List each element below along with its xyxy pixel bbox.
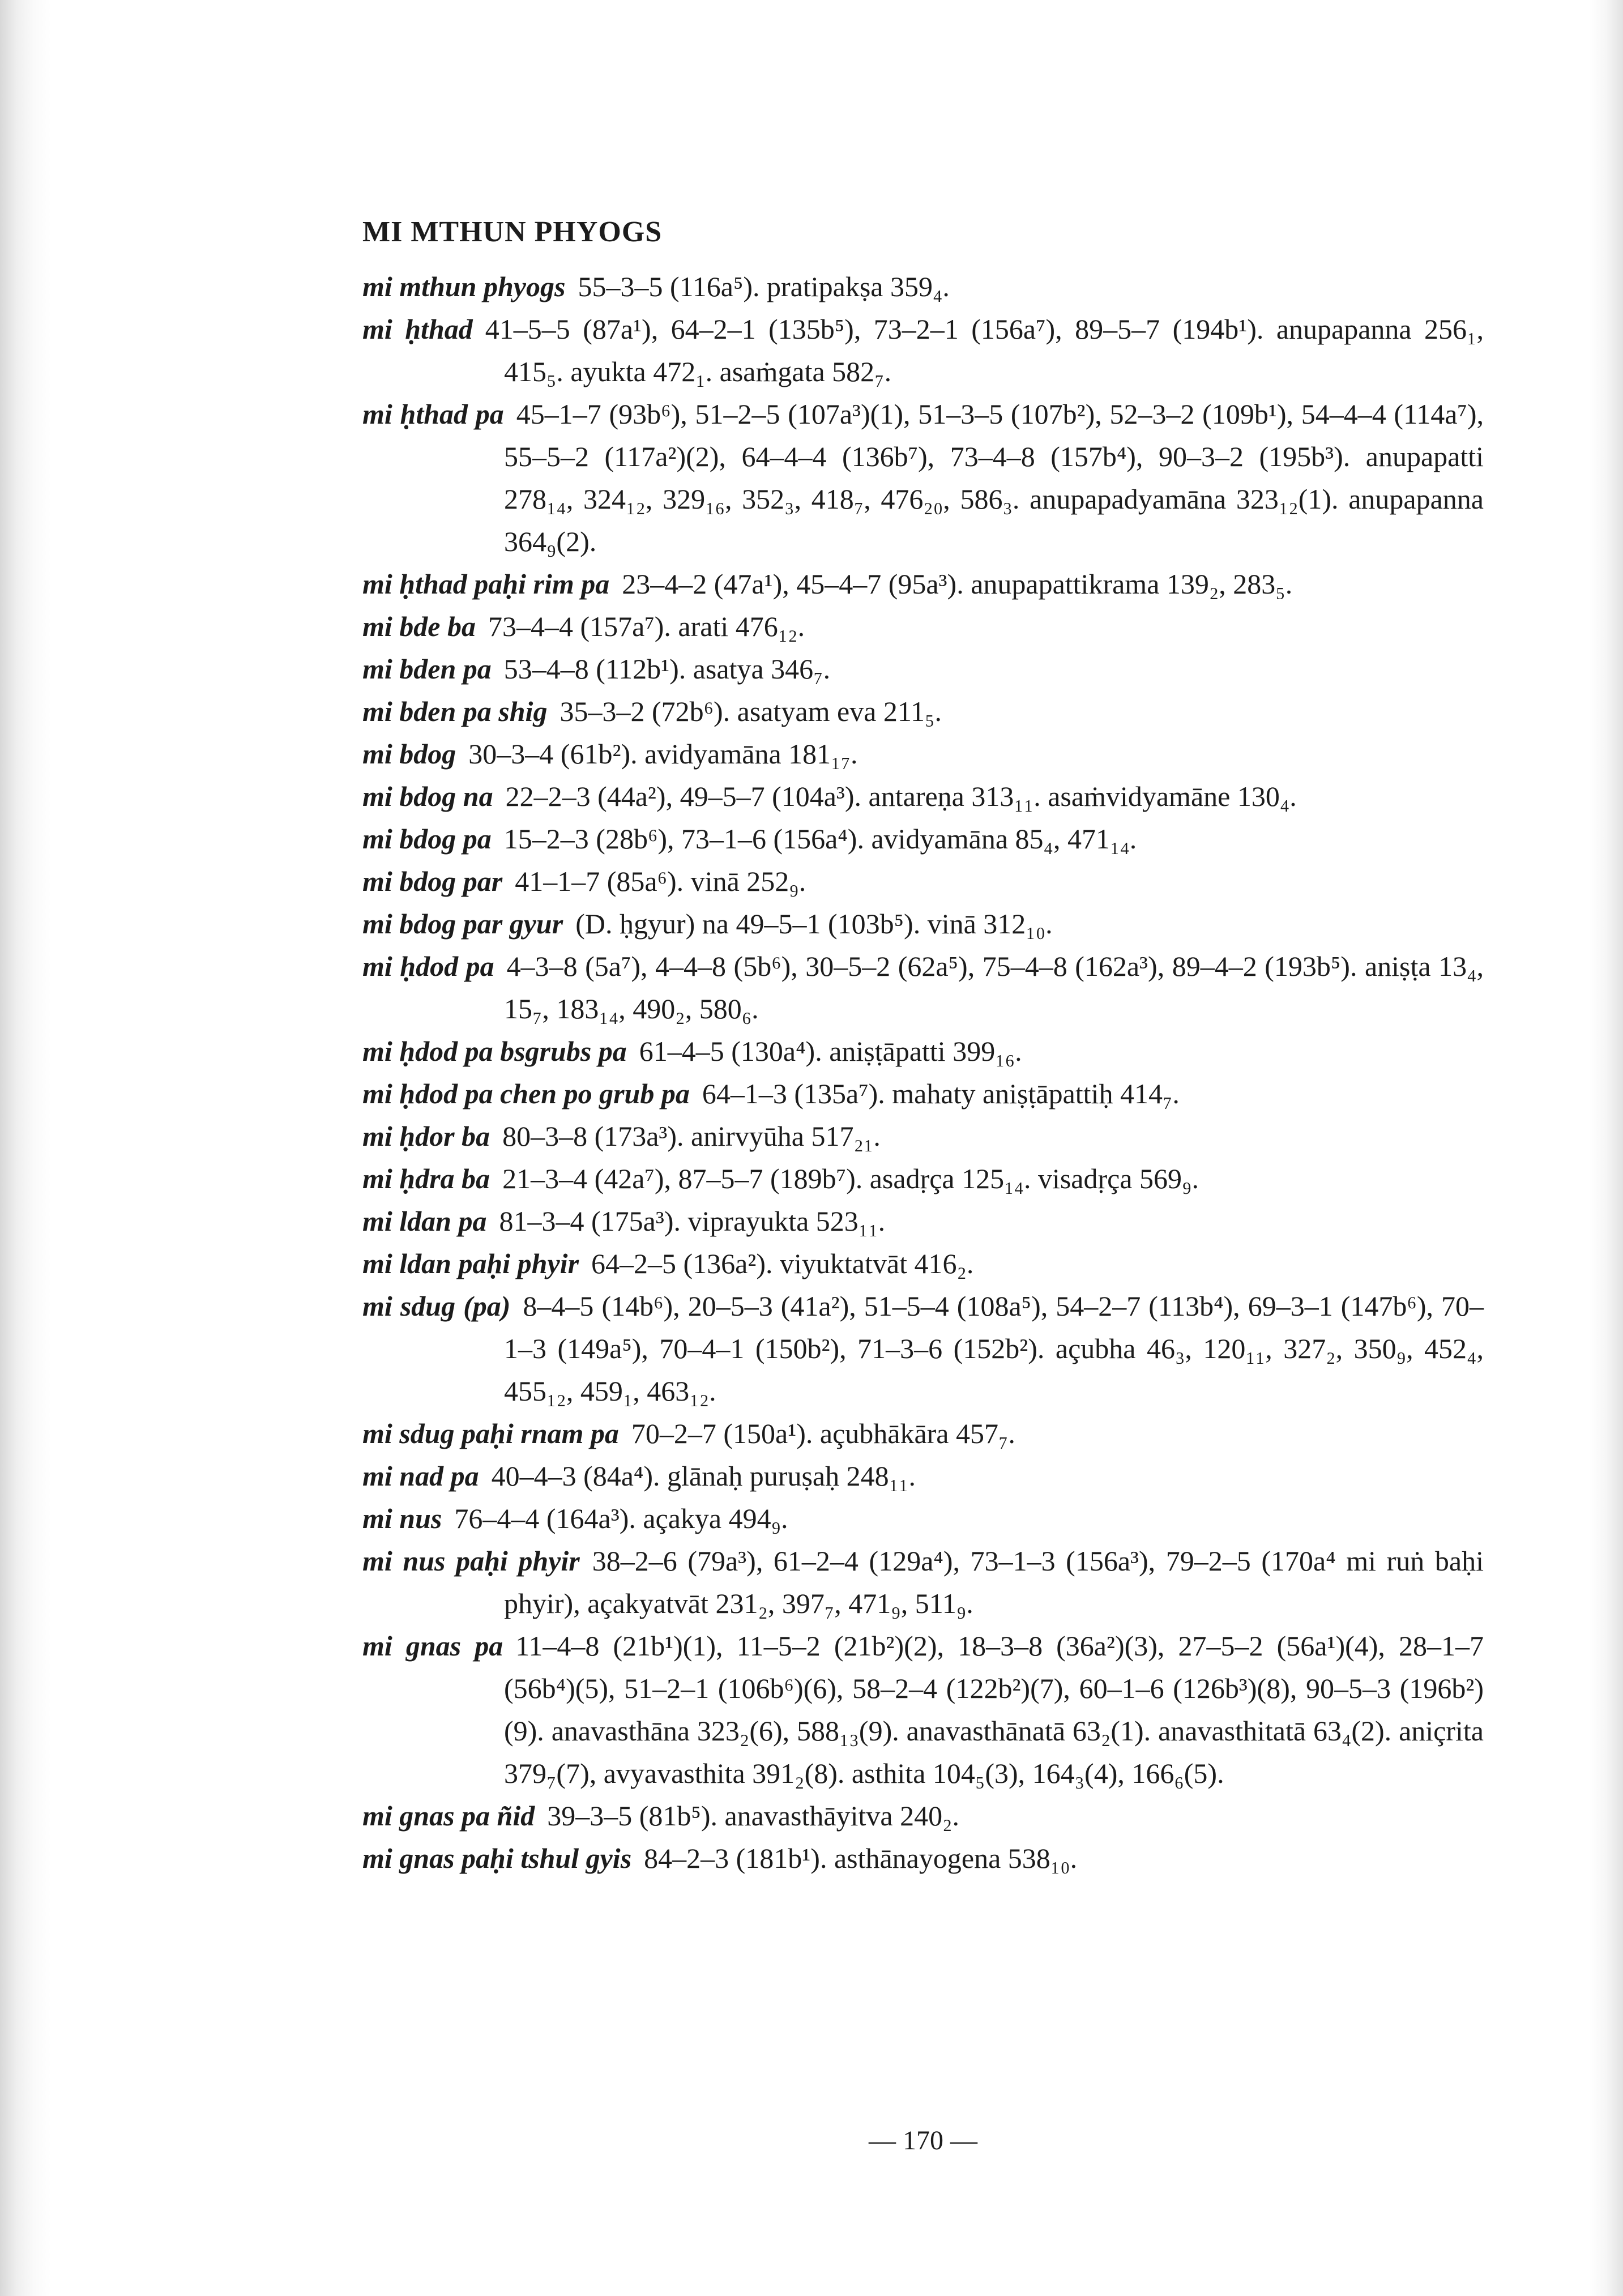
dictionary-entry	[362, 563, 1484, 605]
dictionary-page	[362, 215, 1484, 1880]
dictionary-entry	[362, 1158, 1484, 1200]
dictionary-entry	[362, 1285, 1484, 1412]
entry-headword: mi nus paḥi phyir	[362, 1545, 580, 1577]
entry-headword: mi sdug paḥi rnam pa	[362, 1418, 619, 1449]
entry-headword: mi gnas paḥi tshul gyis	[362, 1842, 632, 1874]
dictionary-entry	[362, 733, 1484, 775]
dictionary-entry	[362, 1625, 1484, 1795]
entry-references: 70–2–7 (150a¹). açubhākāra 457₇.	[631, 1418, 1015, 1449]
entry-references: 73–4–4 (157a⁷). arati 476₁₂.	[488, 611, 805, 642]
entry-headword: mi ldan pa	[362, 1205, 487, 1237]
dictionary-entry	[362, 1497, 1484, 1540]
entry-headword: mi bde ba	[362, 611, 476, 642]
entry-references: 55–3–5 (116a⁵). pratipakṣa 359₄.	[578, 271, 950, 302]
entry-headword: mi bdog par gyur	[362, 908, 563, 940]
entry-list	[362, 266, 1484, 1880]
entry-headword: mi ḥthad pa	[362, 398, 504, 430]
entry-headword: mi ḥdod pa chen po grub pa	[362, 1078, 690, 1109]
entry-references: 45–1–7 (93b⁶), 51–2–5 (107a³)(1), 51–3–5 (107b²), 52–3–2 (109b¹), 54–4–4 (114a⁷), 55–5–2 (117a²)(2), 64–4–4 (136b⁷), 73–4–8 (157b⁴), 90–3–2 (195b³). anupapatti 278₁₄, 324₁₂, 329₁₆, 352₃, 418₇, 476₂₀, 586₃. anupapadyamāna 323₁₂(1). anupapanna 364₉(2).	[504, 398, 1484, 557]
entry-references: 40–4–3 (84a⁴). glānaḥ puruṣaḥ 248₁₁.	[491, 1460, 916, 1492]
entry-headword: mi ḥdod pa bsgrubs pa	[362, 1035, 627, 1067]
page-number: — 170 —	[869, 2126, 977, 2156]
entry-references: 23–4–2 (47a¹), 45–4–7 (95a³). anupapattikrama 139₂, 283₅.	[622, 568, 1293, 600]
dictionary-entry	[362, 1073, 1484, 1115]
entry-headword: mi ḥthad paḥi rim pa	[362, 568, 610, 600]
entry-headword: mi bdog	[362, 738, 456, 770]
entry-headword: mi bden pa	[362, 653, 492, 685]
entry-references: 61–4–5 (130a⁴). aniṣṭāpatti 399₁₆.	[639, 1035, 1022, 1067]
entry-references: 64–1–3 (135a⁷). mahaty aniṣṭāpattiḥ 414₇.	[702, 1078, 1180, 1109]
entry-references: 22–2–3 (44a²), 49–5–7 (104a³). antareṇa 313₁₁. asaṁvidyamāne 130₄.	[505, 780, 1297, 812]
entry-headword: mi bdog par	[362, 865, 503, 897]
entry-headword: mi ḥdor ba	[362, 1120, 490, 1152]
dictionary-entry	[362, 860, 1484, 903]
entry-headword: mi bdog na	[362, 780, 493, 812]
entry-headword: mi ḥthad	[362, 313, 473, 345]
entry-references: 15–2–3 (28b⁶), 73–1–6 (156a⁴). avidyamāna 85₄, 471₁₄.	[503, 823, 1137, 855]
entry-headword: mi sdug (pa)	[362, 1290, 511, 1322]
entry-references: 35–3–2 (72b⁶). asatyam eva 211₅.	[559, 695, 942, 727]
entry-headword: mi bdog pa	[362, 823, 492, 855]
entry-references: 84–2–3 (181b¹). asthānayogena 538₁₀.	[644, 1842, 1078, 1874]
dictionary-entry	[362, 775, 1484, 818]
dictionary-entry	[362, 903, 1484, 945]
running-head: MI MTHUN PHYOGS	[362, 216, 663, 248]
entry-references: 53–4–8 (112b¹). asatya 346₇.	[503, 653, 831, 685]
entry-references: 4–3–8 (5a⁷), 4–4–8 (5b⁶), 30–5–2 (62a⁵), 75–4–8 (162a³), 89–4–2 (193b⁵). aniṣṭa 13₄, 15₇, 183₁₄, 490₂, 580₆.	[504, 950, 1484, 1025]
entry-headword: mi ḥdra ba	[362, 1163, 490, 1194]
dictionary-entry	[362, 648, 1484, 690]
entry-references: 11–4–8 (21b¹)(1), 11–5–2 (21b²)(2), 18–3–8 (36a²)(3), 27–5–2 (56a¹)(4), 28–1–7 (56b⁴)(5), 51–2–1 (106b⁶)(6), 58–2–4 (122b²)(7), 60–1–6 (126b³)(8), 90–5–3 (196b²)(9). anavasthāna 323₂(6), 588₁₃(9). anavasthānatā 63₂(1). anavasthitatā 63₄(2). aniçrita 379₇(7), avyavasthita 391₂(8). asthita 104₅(3), 164₃(4), 166₆(5).	[504, 1630, 1484, 1789]
dictionary-entry	[362, 605, 1484, 648]
dictionary-entry	[362, 1412, 1484, 1455]
entry-headword: mi nus	[362, 1503, 442, 1534]
dictionary-entry	[362, 818, 1484, 860]
scan-edge-left	[0, 0, 51, 2296]
entry-headword: mi gnas pa ñid	[362, 1800, 535, 1832]
dictionary-entry	[362, 393, 1484, 563]
entry-headword: mi ḥdod pa	[362, 950, 494, 982]
entry-references: 41–5–5 (87a¹), 64–2–1 (135b⁵), 73–2–1 (156a⁷), 89–5–7 (194b¹). anupapanna 256₁, 415₅. ayukta 472₁. asaṁgata 582₇.	[485, 313, 1484, 387]
dictionary-entry	[362, 1540, 1484, 1625]
entry-references: 81–3–4 (175a³). viprayukta 523₁₁.	[499, 1205, 886, 1237]
entry-headword: mi nad pa	[362, 1460, 479, 1492]
entry-references: 30–3–4 (61b²). avidyamāna 181₁₇.	[468, 738, 858, 770]
entry-references: (D. ḥgyur) na 49–5–1 (103b⁵). vinā 312₁₀.	[575, 908, 1053, 940]
entry-references: 76–4–4 (164a³). açakya 494₉.	[454, 1503, 788, 1534]
entry-references: 64–2–5 (136a²). viyuktatvāt 416₂.	[591, 1248, 974, 1279]
entry-headword: mi ldan paḥi phyir	[362, 1248, 579, 1279]
entry-references: 21–3–4 (42a⁷), 87–5–7 (189b⁷). asadṛça 125₁₄. visadṛça 569₉.	[502, 1163, 1199, 1194]
entry-references: 41–1–7 (85a⁶). vinā 252₉.	[515, 865, 806, 897]
entry-references: 39–3–5 (81b⁵). anavasthāyitva 240₂.	[547, 1800, 960, 1832]
entry-headword: mi bden pa shig	[362, 695, 548, 727]
entry-headword: mi gnas pa	[362, 1630, 503, 1662]
dictionary-entry	[362, 945, 1484, 1030]
dictionary-entry	[362, 1795, 1484, 1837]
dictionary-entry	[362, 1200, 1484, 1243]
dictionary-entry	[362, 1243, 1484, 1285]
scan-edge-right	[1589, 0, 1623, 2296]
dictionary-entry	[362, 266, 1484, 308]
dictionary-entry	[362, 308, 1484, 393]
entry-references: 8–4–5 (14b⁶), 20–5–3 (41a²), 51–5–4 (108a⁵), 54–2–7 (113b⁴), 69–3–1 (147b⁶), 70–1–3 (149a⁵), 70–4–1 (150b²), 71–3–6 (152b²). açubha 46₃, 120₁₁, 327₂, 350₉, 452₄, 455₁₂, 459₁, 463₁₂.	[504, 1290, 1484, 1407]
dictionary-entry	[362, 690, 1484, 733]
dictionary-entry	[362, 1030, 1484, 1073]
entry-references: 38–2–6 (79a³), 61–2–4 (129a⁴), 73–1–3 (156a³), 79–2–5 (170a⁴ mi ruṅ baḥi phyir), açakyatvāt 231₂, 397₇, 471₉, 511₉.	[504, 1545, 1484, 1619]
dictionary-entry	[362, 1115, 1484, 1158]
dictionary-entry	[362, 1837, 1484, 1880]
dictionary-entry	[362, 1455, 1484, 1497]
entry-references: 80–3–8 (173a³). anirvyūha 517₂₁.	[502, 1120, 881, 1152]
entry-headword: mi mthun phyogs	[362, 271, 566, 302]
